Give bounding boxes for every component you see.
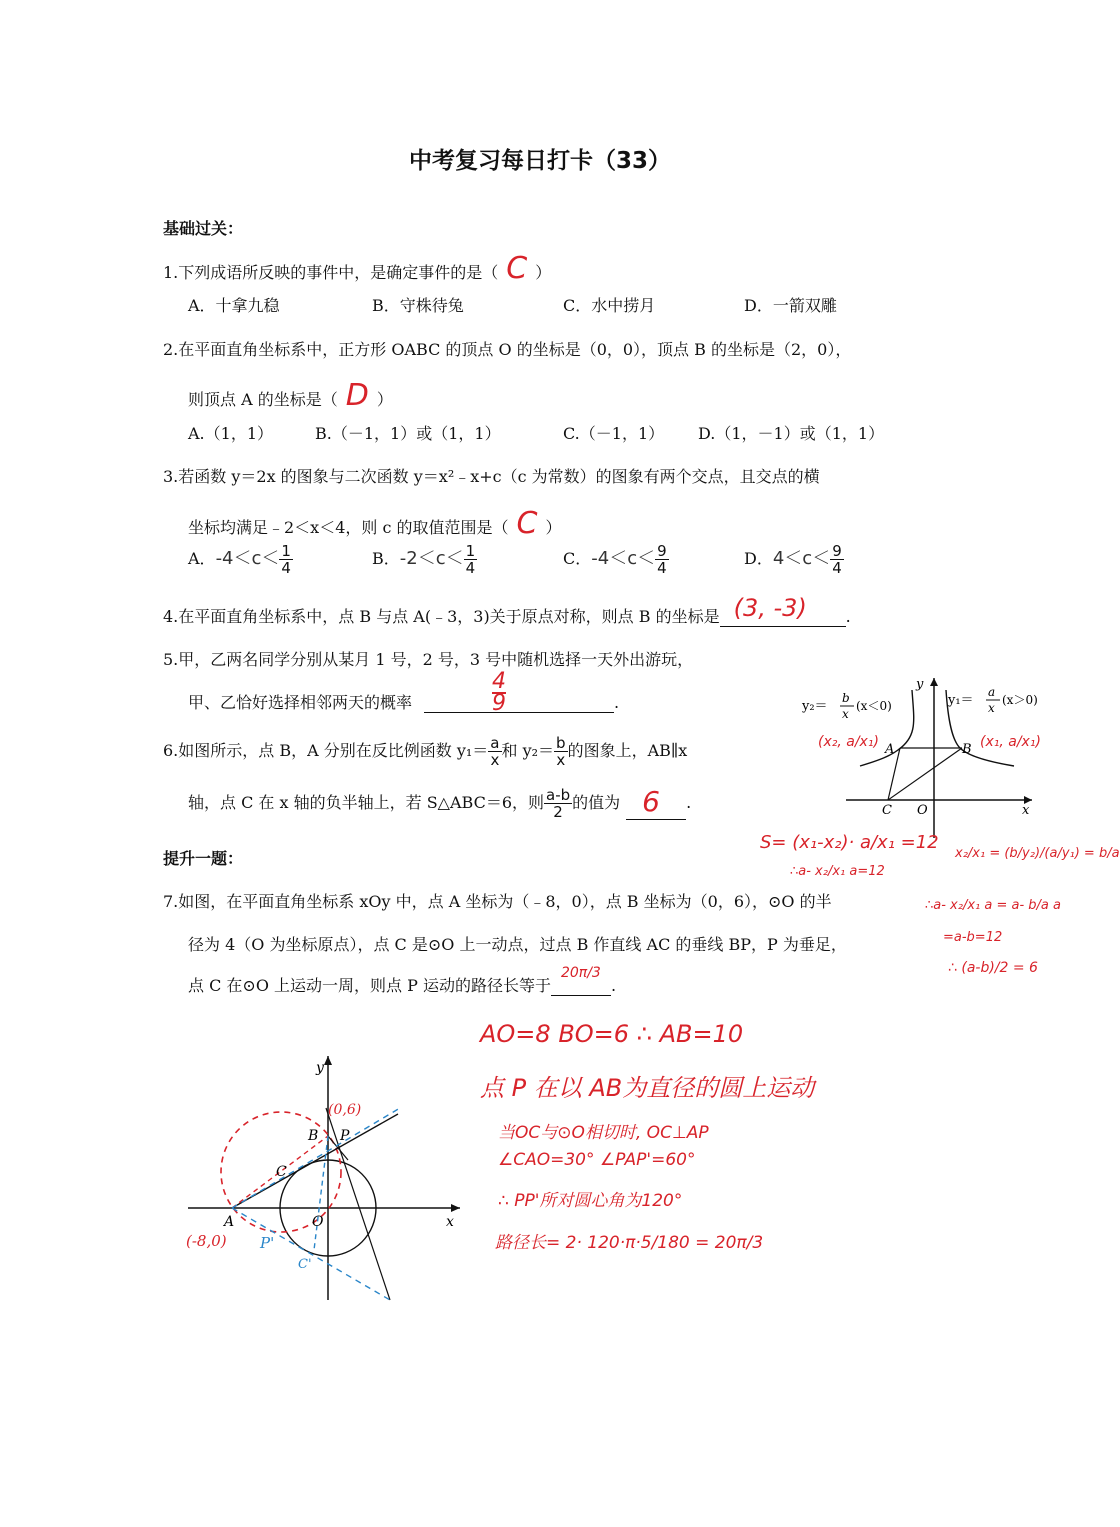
q6-f1-den: x: [490, 751, 500, 769]
note7-line1: AO=8 BO=6 ∴ AB=10: [480, 1020, 744, 1048]
fig7-note-c2: C': [298, 1257, 312, 1272]
q3-option-d-num: 9: [832, 542, 842, 560]
q5-end: .: [614, 693, 620, 712]
note7-line6: 路径长= 2· 120·π·5/180 = 20π/3: [495, 1233, 764, 1253]
fig7-note-p2: P': [260, 1234, 275, 1252]
q2-stem: 2.在平面直角坐标系中，正方形 OABC 的顶点 O 的坐标是（0，0），顶点 B 的坐标是（2，0），: [163, 340, 852, 359]
note6-point-a: (x₂, a/x₁): [818, 734, 879, 750]
fig7-note-b: (0,6): [328, 1102, 362, 1118]
q1-option-b: B．守株待兔: [372, 296, 464, 315]
fig7-label-y: y: [316, 1060, 324, 1076]
q2-option-d: D.（1，－1）或（1，1）: [698, 424, 885, 443]
q3-stem2: 坐标均满足﹣2＜x＜4，则 c 的取值范围是（: [188, 518, 509, 537]
note6-area: S= (x₁-x₂)· a/x₁ =12: [760, 832, 939, 853]
note6-step3: =a-b=12: [943, 930, 1003, 945]
q7-stem3: 点 C 在⊙O 上运动一周，则点 P 运动的路径长等于: [188, 976, 551, 995]
question-2-line2: [188, 378, 393, 413]
q3-answer: C: [516, 506, 538, 541]
fig6-y1-den: x: [988, 701, 995, 715]
fig7-label-c: C: [276, 1164, 287, 1180]
fig6-segment-cb: [888, 748, 962, 800]
question-3-line2: [188, 506, 562, 541]
q1-option-c: C．水中捞月: [563, 296, 656, 315]
question-1: [163, 251, 551, 286]
fig7-y-arrow: [324, 1056, 332, 1065]
q3-option-b-expr: -2＜c＜: [399, 548, 464, 569]
q7-answer: 20π/3: [560, 965, 601, 981]
fig6-y1-cond: (x＞0): [1002, 693, 1038, 707]
q4-answer: (3, -3): [733, 594, 807, 622]
q2-option-a: A.（1，1）: [188, 424, 274, 443]
fig6-y2-num: b: [842, 691, 850, 705]
note7-line3: 当OC与⊙O相切时, OC⊥AP: [498, 1123, 709, 1143]
q3-option-a-expr: -4＜c＜: [215, 548, 280, 569]
note7-line5: ∴ PP'所对圆心角为120°: [498, 1191, 683, 1211]
q1-stem: 1.下列成语所反映的事件中，是确定事件的是（: [163, 263, 499, 282]
q2-answer: D: [345, 378, 369, 413]
q6-f3-den: 2: [553, 803, 563, 821]
q6-end: .: [686, 793, 692, 812]
note6-step2: ∴a- x₂/x₁ a = a- b/a a: [925, 898, 1061, 913]
fig6-y2-label: y₂＝: [802, 699, 828, 714]
q3-option-c-expr: -4＜c＜: [591, 548, 656, 569]
q1-close: ）: [535, 263, 552, 282]
q4-end: .: [845, 607, 851, 626]
question-4: [163, 594, 851, 627]
q3-option-d: [744, 543, 844, 576]
q5-answer-num: 4: [492, 669, 507, 694]
q6-stem-c: 的图象上，AB∥x: [567, 741, 688, 760]
note6-ratio: x₂/x₁ = (b/y₂)/(a/y₁) = b/a: [955, 846, 1120, 861]
figure-q7: [180, 1050, 470, 1310]
question-6: [163, 735, 687, 768]
q2-stem2: 则顶点 A 的坐标是（: [188, 390, 338, 409]
q3-option-c-den: 4: [657, 559, 667, 577]
q3-option-d-den: 4: [832, 559, 842, 577]
q5-stem2: 甲、乙恰好选择相邻两天的概率: [188, 693, 413, 712]
q1-option-d: D．一箭双雕: [744, 296, 837, 315]
fig6-label-a: A: [885, 742, 895, 757]
q7-end: .: [610, 976, 617, 995]
question-6-line2: [188, 787, 691, 820]
q6-stem-a: 6.如图所示，点 B，A 分别在反比例函数 y₁＝: [163, 741, 489, 760]
q6-stem2-b: 的值为: [572, 793, 621, 812]
q5-answer-den: 9: [492, 691, 507, 716]
fig7-x-arrow: [451, 1204, 460, 1212]
note6-step4: ∴ (a-b)/2 = 6: [948, 960, 1038, 976]
q6-stem-b: 和 y₂＝: [501, 741, 555, 760]
q5-stem: 5.甲，乙两名同学分别从某月 1 号，2 号，3 号中随机选择一天外出游玩，: [163, 650, 694, 669]
fig7-note-a: (-8,0): [186, 1232, 227, 1250]
q7-stem: 7.如图，在平面直角坐标系 xOy 中，点 A 坐标为（﹣8，0），点 B 坐标为（0，6），⊙O 的半: [163, 892, 832, 911]
q2-close: ）: [376, 390, 393, 409]
q3-option-a-label: A．: [188, 549, 216, 568]
q3-option-c-label: C．: [563, 549, 592, 568]
note7-line2: 点 P 在以 AB为直径的圆上运动: [480, 1074, 815, 1102]
page-title: 中考复习每日打卡（33）: [408, 148, 671, 174]
fig6-y2-cond: (x＜0): [856, 699, 892, 713]
figure-q6: [800, 670, 1070, 850]
q6-f1-num: a: [490, 734, 500, 752]
question-5-line2: [188, 669, 620, 716]
q6-f2-den: x: [556, 751, 566, 769]
q6-stem2-a: 轴，点 C 在 x 轴的负半轴上，若 S△ABC＝6，则: [188, 793, 544, 812]
q3-option-b-label: B．: [372, 549, 400, 568]
q3-option-d-label: D．: [744, 549, 773, 568]
q2-option-c: C.（－1，1）: [563, 424, 665, 443]
q3-option-a-num: 1: [281, 542, 291, 560]
fig7-label-o: O: [312, 1214, 324, 1230]
q1-option-a: A．十拿九稳: [188, 296, 280, 315]
q6-f3-num: a-b: [546, 786, 571, 804]
fig6-y2-den: x: [842, 707, 849, 721]
q7-stem2: 径为 4（O 为坐标原点），点 C 是⊙O 上一动点，过点 B 作直线 AC 的垂线 BP，P 为垂足，: [188, 935, 847, 954]
fig6-label-b: B: [962, 742, 972, 757]
fig6-label-x: x: [1022, 803, 1030, 818]
q3-option-c: [563, 543, 669, 576]
q3-option-c-num: 9: [657, 542, 667, 560]
q4-stem: 4.在平面直角坐标系中，点 B 与点 A(﹣3，3)关于原点对称，则点 B 的坐标是: [163, 607, 720, 626]
note6-step1: ∴a- x₂/x₁ a=12: [790, 864, 885, 879]
q3-option-b: [372, 543, 477, 576]
q3-option-a: [188, 543, 293, 576]
fig6-label-o: O: [917, 803, 928, 818]
q3-stem: 3.若函数 y＝2x 的图象与二次函数 y＝x²﹣x+c（c 为常数）的图象有两个交点，且交点的横: [163, 467, 820, 486]
q1-answer: C: [506, 251, 528, 286]
fig7-blue-line-3: [314, 1136, 328, 1250]
fig7-label-p: P: [340, 1128, 350, 1144]
section-basic: 基础过关：: [163, 219, 244, 238]
fig7-label-x: x: [446, 1214, 454, 1230]
fig7-blue-line-2: [232, 1208, 390, 1300]
q3-option-a-den: 4: [281, 559, 291, 577]
question-7-line3: [188, 965, 617, 996]
q3-option-b-num: 1: [465, 542, 476, 560]
q2-option-b: B.（－1，1）或（1，1）: [315, 424, 501, 443]
fig6-y1-num: a: [988, 685, 996, 699]
section-advance: 提升一题：: [163, 849, 244, 868]
q6-f2-num: b: [556, 734, 566, 752]
fig7-label-a: A: [224, 1214, 235, 1230]
q3-close: ）: [545, 518, 562, 537]
fig6-label-y: y: [916, 677, 924, 692]
q3-option-b-den: 4: [465, 559, 476, 577]
q3-option-d-expr: 4＜c＜: [772, 548, 831, 569]
q6-answer: 6: [642, 785, 660, 818]
note7-line4: ∠CAO=30° ∠PAP'=60°: [498, 1150, 696, 1170]
fig6-y1-label: y₁＝: [948, 693, 974, 708]
fig6-label-c: C: [882, 803, 892, 818]
note6-point-b: (x₁, a/x₁): [980, 734, 1041, 750]
fig6-y-arrow: [930, 678, 938, 686]
fig7-label-b: B: [308, 1128, 319, 1144]
